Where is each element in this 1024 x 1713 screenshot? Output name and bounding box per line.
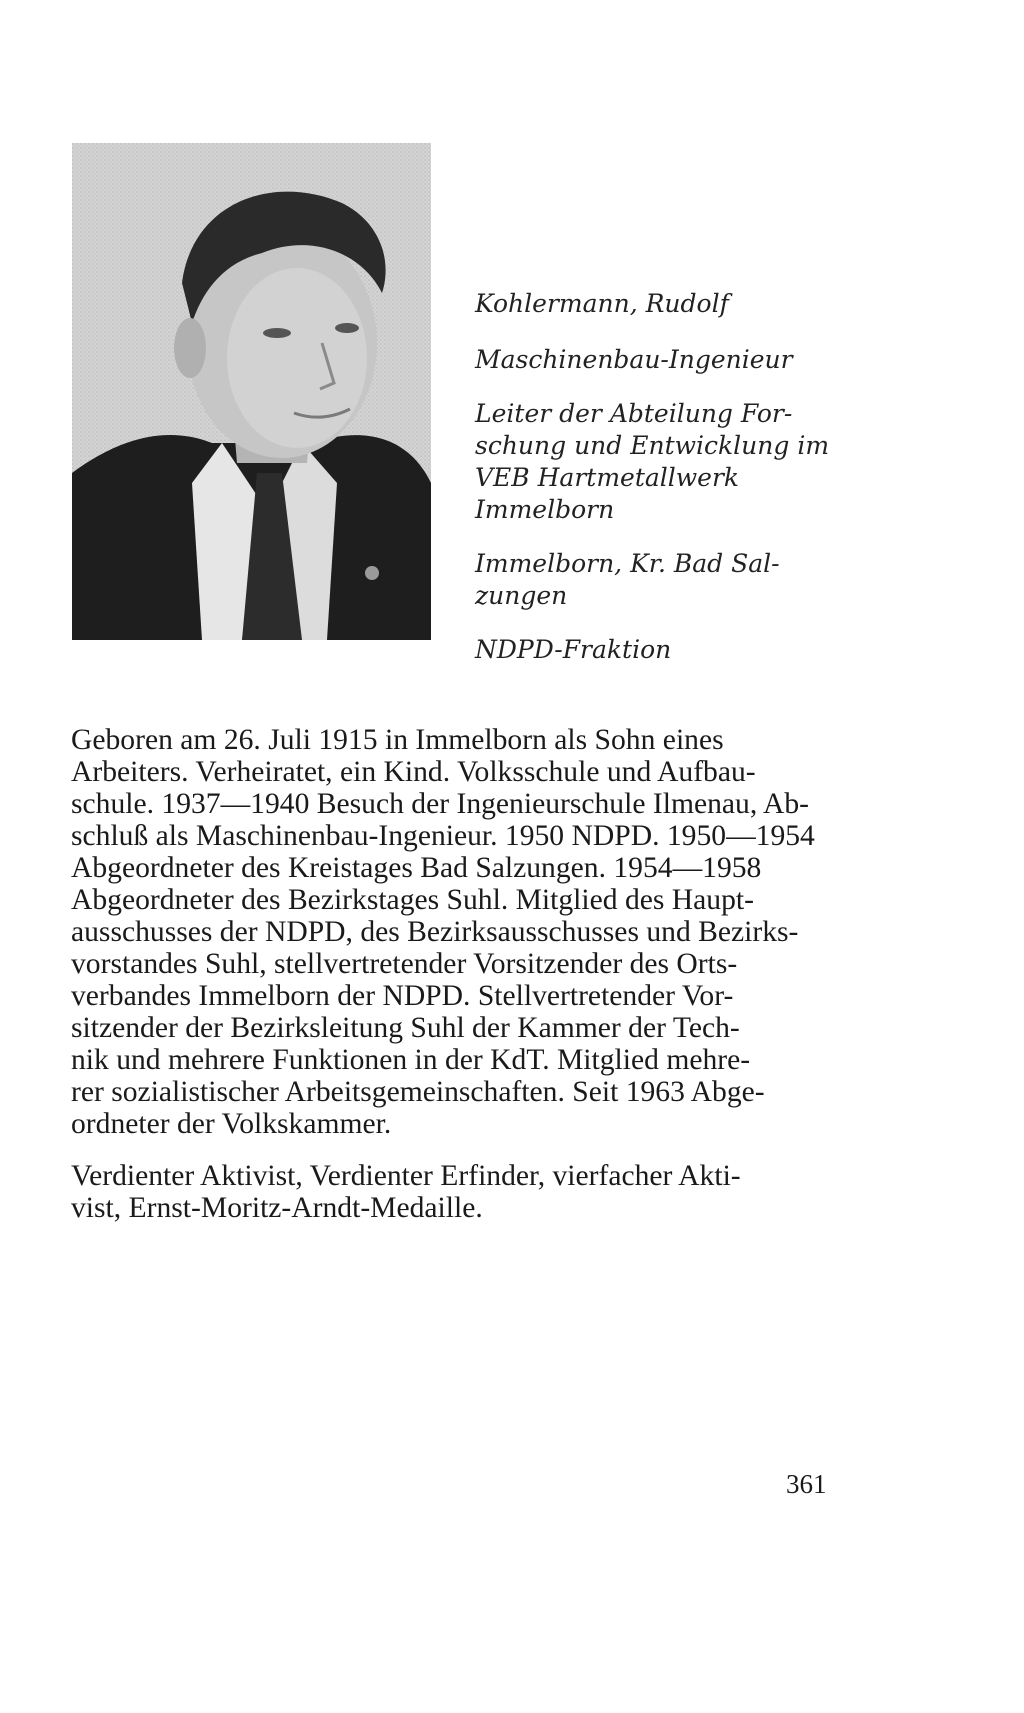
- biography-paragraph-2: Verdienter Aktivist, Verdienter Erfinder, vierfacher Akti- vist, Ernst-Moritz-Arndt-Medaille.: [71, 1160, 741, 1224]
- biography: [71, 724, 841, 1244]
- residence: Immelborn, Kr. Bad Sal- zungen: [475, 549, 780, 610]
- biography-paragraph-1: Geboren am 26. Juli 1915 in Immelborn als Sohn eines Arbeiters. Verheiratet, ein Kind. Volksschule und Aufbau- schule. 1937—1940 Besuch der Ingenieurschule Ilmenau, Ab- schluß als Maschinenbau-Ingenieur. 1950 NDPD. 1950—1954 Abgeordneter des Kreistages Bad Salzungen. 1954—1958 Abgeordneter des Bezirkstages Suhl. Mitglied des Haupt- ausschusses der NDPD, des Bezirksausschusses und Bezirks- vorstandes Suhl, stellvertretender Vorsitzender des Orts- verbandes Immelborn der NDPD. Stellvertretender Vor- sitzender der Bezirksleitung Suhl der Kammer der Tech- nik und mehrere Funktionen in der KdT. Mitglied mehre- rer sozialistischer Arbeitsgemeinschaften. Seit 1963 Abge- ordneter der Volkskammer.: [71, 724, 815, 1140]
- profession: Maschinenbau-Ingenieur: [475, 345, 793, 374]
- portrait-photo: [72, 143, 431, 640]
- person-name: Kohlermann, Rudolf: [475, 289, 729, 318]
- faction: NDPD-Fraktion: [475, 635, 672, 664]
- portrait-icon: [72, 143, 431, 640]
- profile-details: [475, 288, 855, 688]
- page-number: 361: [786, 1469, 827, 1499]
- position: Leiter der Abteilung For- schung und Entwicklung im VEB Hartmetallwerk Immelborn: [475, 399, 830, 524]
